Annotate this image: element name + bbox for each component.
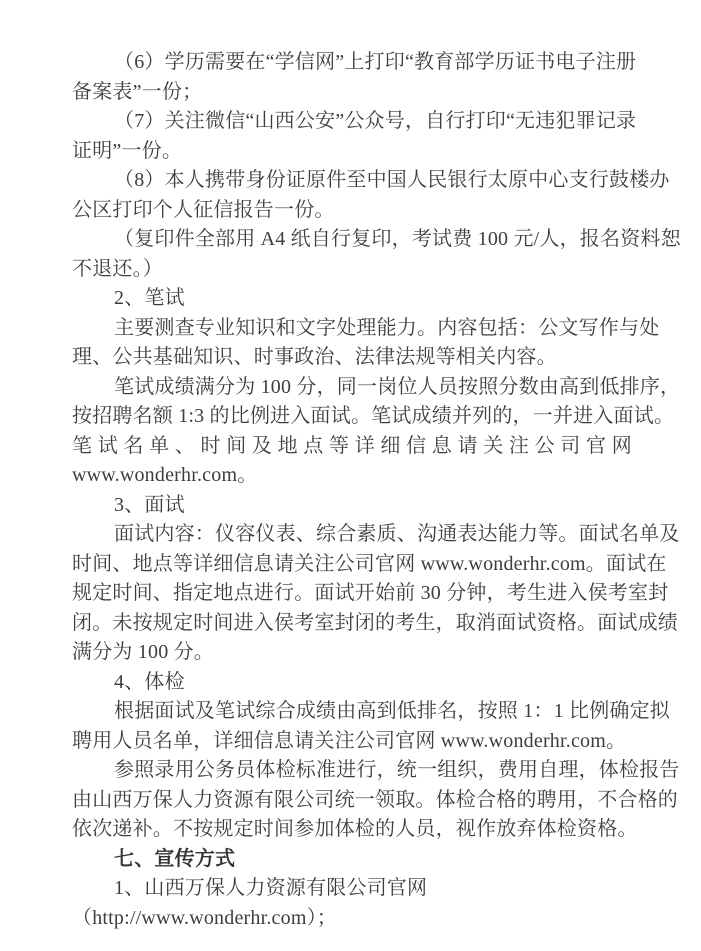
heading-publicity [72,845,634,875]
paragraph-physical-exam-standard [72,756,680,845]
company-website-url: （http://www.wonderhr.com）； [72,906,337,929]
doc-line: 根据面试及笔试综合成绩由高到低排名，按照 1：1 比例确定拟 [114,700,670,722]
doc-line: 主要测查专业知识和文字处理能力。内容包括：公文写作与处 [114,316,660,339]
doc-line: （7）关注微信“山西公安”公众号，自行打印“无违犯罪记录 [114,110,637,132]
doc-line: 不退还。） [72,257,163,280]
doc-line: 聘用人员名单，详细信息请关注公司官网 www.wonderhr.com。 [72,729,627,752]
heading-physical-exam [72,668,634,698]
doc-line: 2、笔试 [114,287,185,309]
paragraph-interview-details [72,520,680,668]
paragraph-publicity-channel-1 [72,874,634,933]
document-page [72,48,681,933]
doc-line: 依次递补。不按规定时间参加体检的人员，视作放弃体检资格。 [72,818,638,840]
doc-line: 笔试成绩满分为 100 分，同一岗位人员按照分数由高到低排序， [114,375,681,398]
doc-line: 七、宣传方式 [114,847,236,870]
doc-line: 规定时间、指定地点进行。面试开始前 30 分钟，考生进入侯考室封 [72,582,669,604]
doc-line: 闭。未按规定时间进入侯考室封闭的考生，取消面试资格。面试成绩 [72,611,678,634]
doc-line: 备案表”一份； [72,80,203,103]
doc-line: 按招聘名额 1:3 的比例进入面试。笔试成绩并列的，一并进入面试。 [72,405,675,427]
doc-line: 证明”一份。 [72,139,183,162]
paragraph-note-copy-fee [72,225,681,284]
heading-interview [72,491,634,521]
paragraph-physical-exam-ratio [72,697,670,756]
paragraph-item-6 [72,48,637,107]
doc-line: 参照录用公务员体检标准进行，统一组织，费用自理，体检报告 [114,759,680,781]
doc-line: 1、山西万保人力资源有限公司官网 [114,877,428,899]
doc-line: （复印件全部用 A4 纸自行复印，考试费 100 元/人，报名资料恕 [114,228,681,250]
paragraph-written-exam-content [72,314,660,373]
doc-line: （8）本人携带身份证原件至中国人民银行太原中心支行鼓楼办 [114,169,670,191]
doc-line: 由山西万保人力资源有限公司统一领取。体检合格的聘用，不合格的 [72,788,678,811]
doc-line: 3、面试 [114,493,185,516]
company-website-url: www.wonderhr.com。 [72,464,258,486]
doc-line: 面试内容：仪容仪表、综合素质、沟通表达能力等。面试名单及 [114,523,680,545]
doc-line: （6）学历需要在“学信网”上打印“教育部学历证书电子注册 [114,51,637,73]
paragraph-item-8 [72,166,670,225]
doc-line: 公区打印个人征信报告一份。 [72,198,335,221]
doc-line: 4、体检 [114,670,185,693]
doc-line: 笔试名单、时间及地点等详细信息请关注公司官网 [72,434,638,457]
paragraph-written-exam-score [72,373,681,491]
paragraph-item-7 [72,107,637,166]
heading-written-exam [72,284,634,314]
doc-line: 时间、地点等详细信息请关注公司官网 www.wonderhr.com。面试在 [72,552,667,575]
doc-line: 理、公共基础知识、时事政治、法律法规等相关内容。 [72,346,557,368]
doc-line: 满分为 100 分。 [72,641,214,663]
